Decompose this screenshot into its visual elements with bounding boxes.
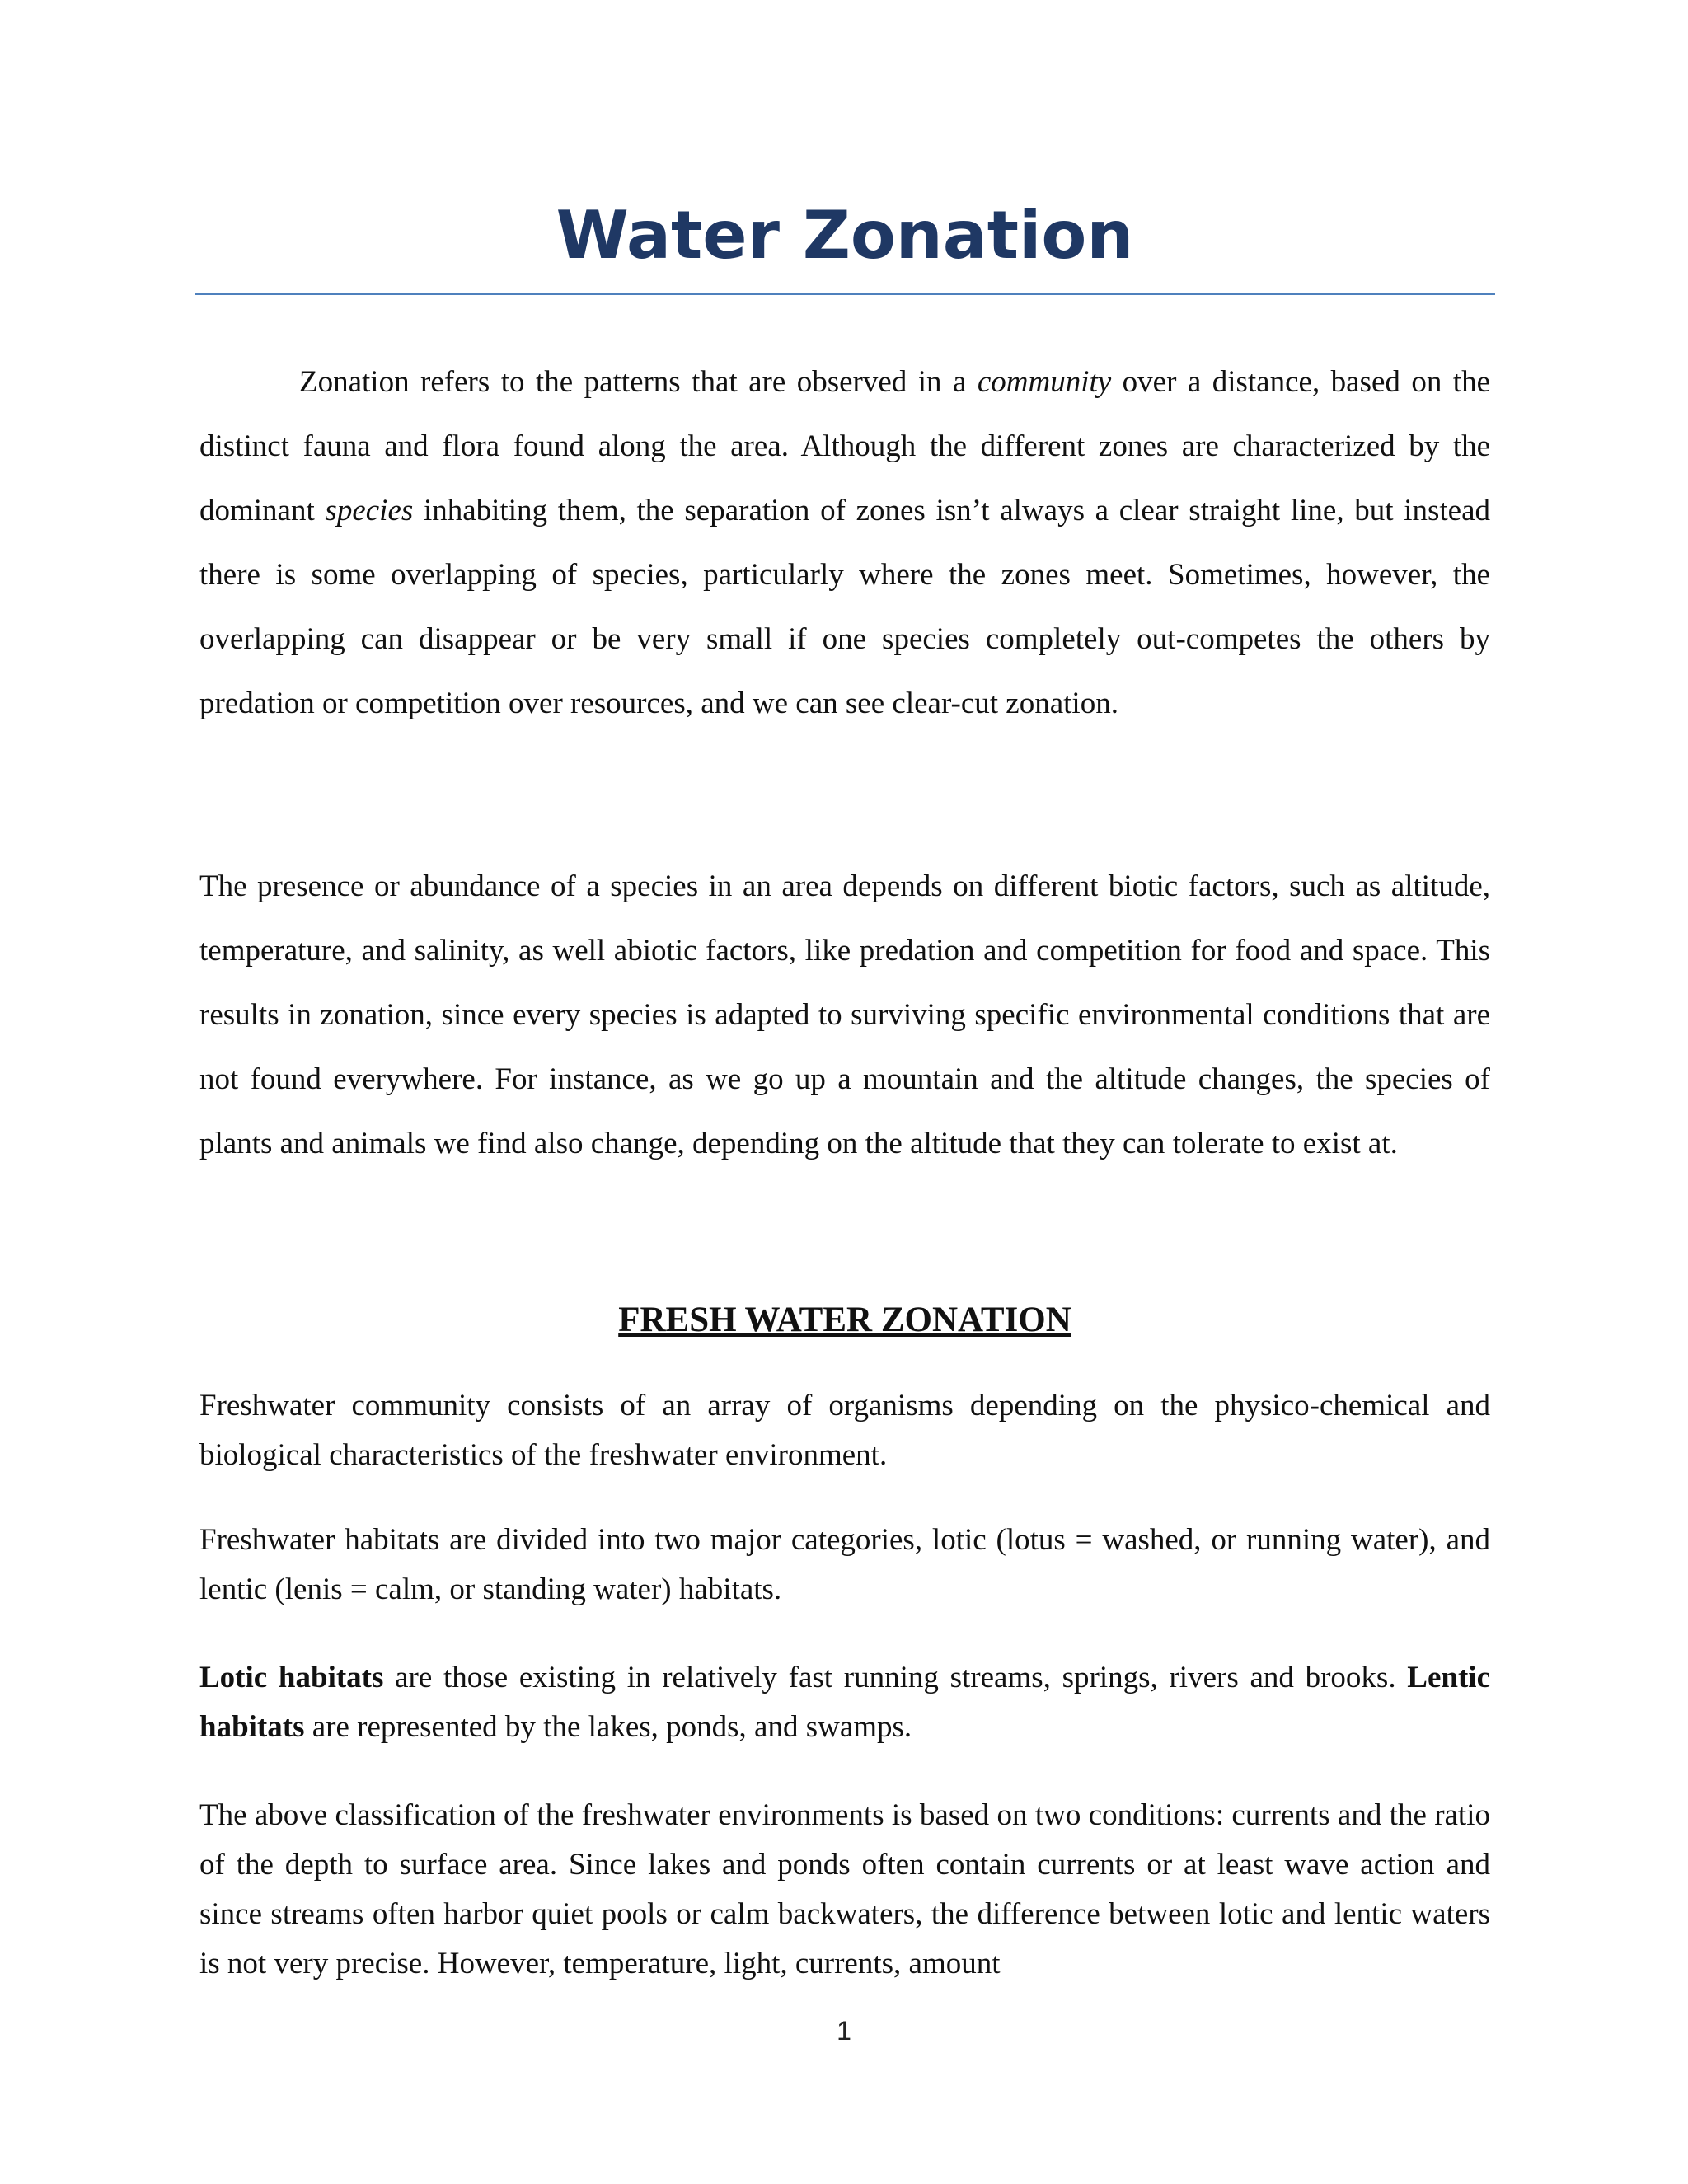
bold-term-lentic: Lentic habitats — [199, 1661, 1490, 1744]
italic-term-species: species — [325, 494, 414, 527]
section-paragraph-2: Freshwater habitats are divided into two major categories, lotic (lotus = washed, or running water), and lentic (lenis = calm, or standing water) habitats. — [199, 1523, 1490, 1606]
section-paragraph-1: Freshwater community consists of an array of organisms depending on the physico-chemical and biological characteristics of the freshwater environment. — [199, 1389, 1490, 1472]
title-underline-rule — [195, 293, 1495, 295]
section-paragraph-3 — [199, 1653, 1490, 1752]
section-paragraph-4: The above classification of the freshwater environments is based on two conditions: currents and the ratio of the depth to surface area. Since lakes and ponds often contain currents or at least wave action and since streams often harbor quiet pools or calm backwaters, the difference between lotic and lentic waters is not very precise. However, temperature, light, currents, amount — [199, 1798, 1490, 1980]
text-run: are represented by the lakes, ponds, and swamps. — [304, 1710, 912, 1744]
page-number: 1 — [837, 2016, 851, 2046]
bold-term-lotic: Lotic habitats — [199, 1661, 384, 1694]
text-run: over a distance, based on the distinct fauna and flora found along the area. Although the different zones are characterized by the dominant — [199, 365, 1491, 527]
text-run: Zonation refers to the patterns that are observed in a — [299, 365, 978, 399]
intro-paragraph-2: The presence or abundance of a species in an area depends on different biotic factors, such as altitude, temperature, and salinity, as well abiotic factors, like predation and competition for food and space. This results in zonation, since every species is adapted to surviving specific environmental conditions that are not found everywhere. For instance, as we go up a mountain and the altitude changes, the species of plants and animals we find also change, depending on the altitude that they can tolerate to exist at. — [199, 869, 1490, 1160]
text-run: are those existing in relatively fast running streams, springs, rivers and brooks. — [383, 1661, 1408, 1694]
text-run: inhabiting them, the separation of zones isn’t always a clear straight line, but instead there is some overlapping of species, particularly where the zones meet. Sometimes, however, the overlapping can disappear or be very small if one species completely out-competes the others by predation or competition over resources, and we can see clear-cut zonation. — [199, 494, 1490, 720]
intro-paragraph-1 — [199, 350, 1490, 736]
section-heading: FRESH WATER ZONATION — [618, 1301, 1071, 1339]
italic-term-community: community — [977, 365, 1112, 399]
page-title: Water Zonation — [556, 197, 1134, 274]
